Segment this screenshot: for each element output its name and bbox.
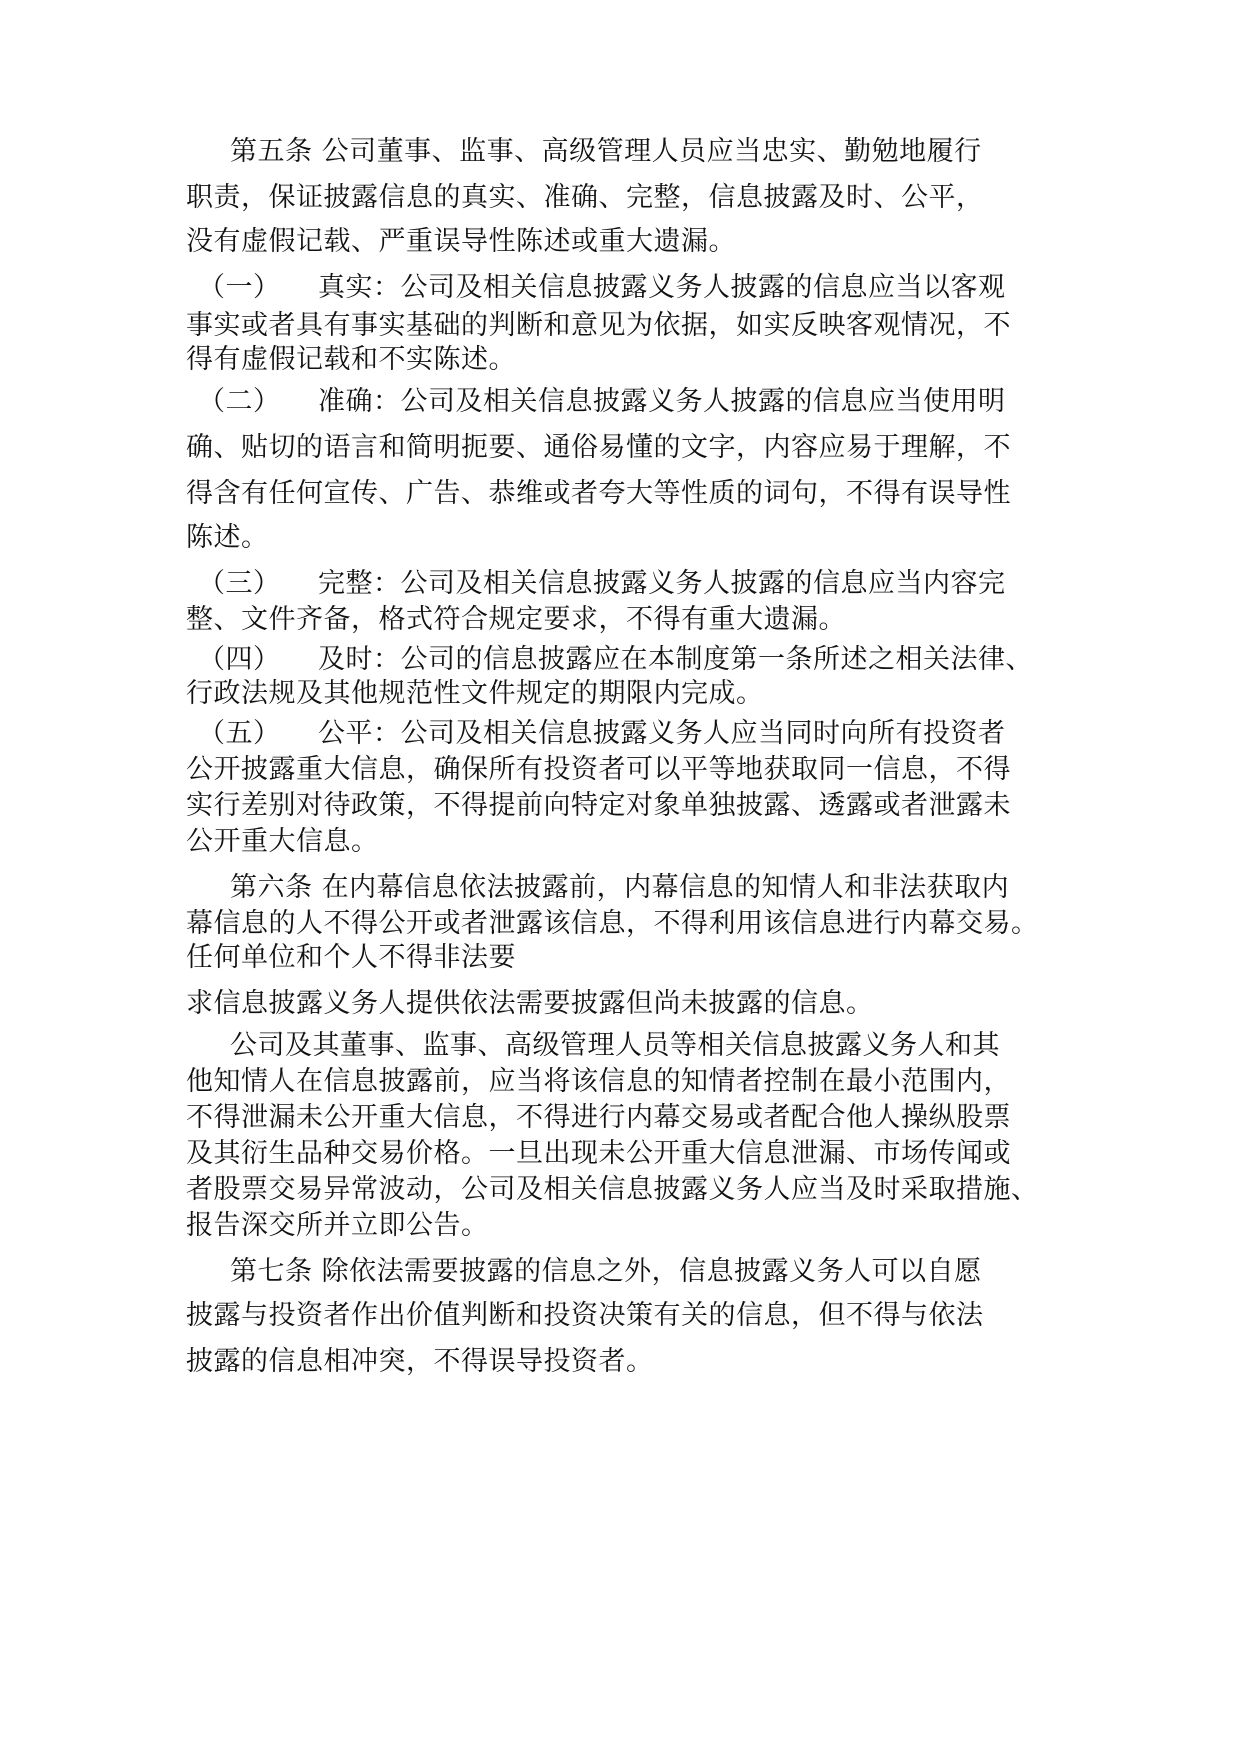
item-4-line-1: 及时：公司的信息披露应在本制度第一条所述之相关法律、 (318, 644, 1033, 675)
item-1-line-2: 事实或者具有事实基础的判断和意见为依据，如实反映客观情况，不 (186, 310, 1011, 341)
article-7-line-2: 披露与投资者作出价值判断和投资决策有关的信息，但不得与依法 (186, 1300, 984, 1331)
article-6-line-3: 任何单位和个人不得非法要 (186, 942, 516, 973)
item-5-number: （五） (198, 718, 281, 749)
article-6-paragraph-2-line-5: 者股票交易异常波动，公司及相关信息披露义务人应当及时采取措施、 (186, 1174, 1039, 1205)
article-6-line-2: 幕信息的人不得公开或者泄露该信息，不得利用该信息进行内幕交易。 (186, 908, 1039, 939)
item-2-line-2: 确、贴切的语言和简明扼要、通俗易懂的文字，内容应易于理解，不 (186, 432, 1011, 463)
item-3-line-2: 整、文件齐备，格式符合规定要求，不得有重大遗漏。 (186, 604, 846, 635)
article-6-paragraph-2-line-1: 公司及其董事、监事、高级管理人员等相关信息披露义务人和其 (230, 1030, 1000, 1061)
article-6-paragraph-2-line-3: 不得泄漏未公开重大信息，不得进行内幕交易或者配合他人操纵股票 (186, 1102, 1011, 1133)
item-5-line-4: 公开重大信息。 (186, 826, 379, 857)
article-6-line-4: 求信息披露义务人提供依法需要披露但尚未披露的信息。 (186, 988, 874, 1019)
article-7-line-3: 披露的信息相冲突，不得误导投资者。 (186, 1346, 654, 1377)
article-6-paragraph-2-line-2: 他知情人在信息披露前，应当将该信息的知情者控制在最小范围内， (186, 1066, 1011, 1097)
article-5-line-2: 职责，保证披露信息的真实、准确、完整，信息披露及时、公平， (186, 182, 984, 213)
item-5-line-2: 公开披露重大信息，确保所有投资者可以平等地获取同一信息，不得 (186, 754, 1011, 785)
item-3-number: （三） (198, 568, 281, 599)
item-5-line-3: 实行差别对待政策，不得提前向特定对象单独披露、透露或者泄露未 (186, 790, 1011, 821)
item-2-line-3: 得含有任何宣传、广告、恭维或者夸大等性质的词句，不得有误导性 (186, 478, 1011, 509)
item-2-line-4: 陈述。 (186, 522, 269, 553)
item-5-line-1: 公平：公司及相关信息披露义务人应当同时向所有投资者 (318, 718, 1006, 749)
item-2-line-1: 准确：公司及相关信息披露义务人披露的信息应当使用明 (318, 386, 1006, 417)
article-6-line-1: 第六条 在内幕信息依法披露前，内幕信息的知情人和非法获取内 (230, 872, 1010, 903)
article-5-line-3: 没有虚假记载、严重误导性陈述或重大遗漏。 (186, 226, 736, 257)
item-1-line-1: 真实：公司及相关信息披露义务人披露的信息应当以客观 (318, 272, 1006, 303)
item-1-number: （一） (198, 272, 281, 303)
item-3-line-1: 完整：公司及相关信息披露义务人披露的信息应当内容完 (318, 568, 1006, 599)
item-1-line-3: 得有虚假记载和不实陈述。 (186, 344, 516, 375)
article-7-line-1: 第七条 除依法需要披露的信息之外，信息披露义务人可以自愿 (230, 1256, 982, 1287)
item-4-number: （四） (198, 644, 281, 675)
item-4-line-2: 行政法规及其他规范性文件规定的期限内完成。 (186, 678, 764, 709)
article-5-line-1: 第五条 公司董事、监事、高级管理人员应当忠实、勤勉地履行 (230, 136, 982, 167)
item-2-number: （二） (198, 386, 281, 417)
article-6-paragraph-2-line-4: 及其衍生品种交易价格。一旦出现未公开重大信息泄漏、市场传闻或 (186, 1138, 1011, 1169)
article-6-paragraph-2-line-6: 报告深交所并立即公告。 (186, 1210, 489, 1241)
